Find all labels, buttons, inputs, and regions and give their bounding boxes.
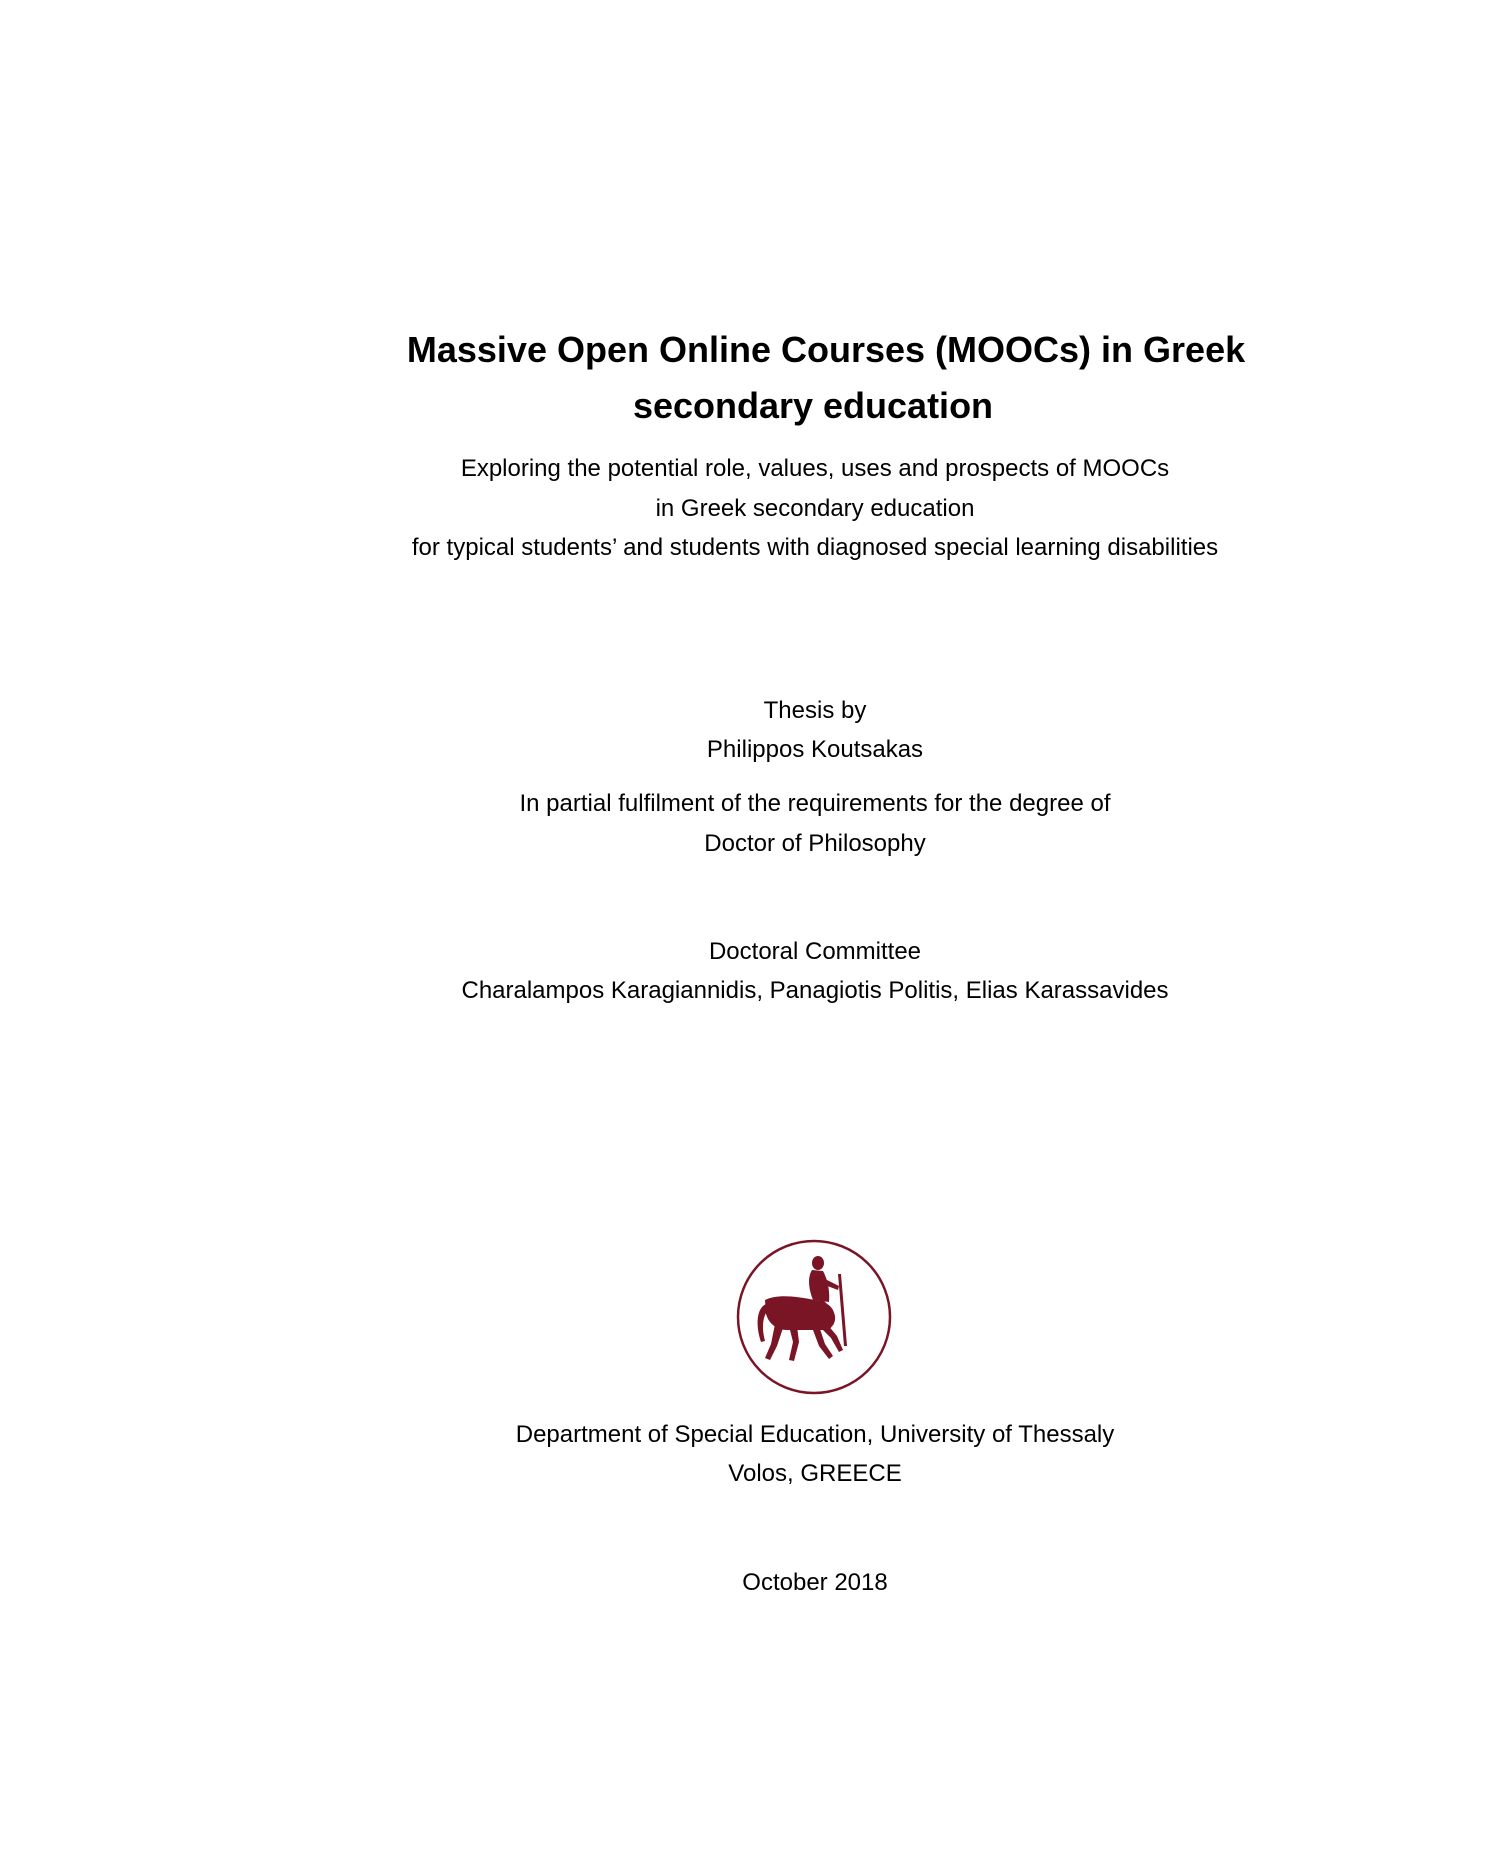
thesis-date: October 2018: [742, 1569, 888, 1596]
subtitle-line-2: in Greek secondary education: [655, 495, 975, 522]
institution-location: Volos, GREECE: [728, 1460, 902, 1487]
thesis-title-line-1: Massive Open Online Courses (MOOCs) in Greek: [406, 329, 1246, 370]
subtitle-line-1: Exploring the potential role, values, uses and prospects of MOOCs: [460, 455, 1170, 482]
thesis-by-label: Thesis by: [763, 697, 867, 724]
committee-label: Doctoral Committee: [708, 938, 922, 965]
author-name: Philippos Koutsakas: [706, 736, 924, 763]
university-centaur-seal-icon: [735, 1238, 893, 1396]
degree-statement: In partial fulfilment of the requirements for the degree of: [519, 790, 1111, 817]
committee-members: Charalampos Karagiannidis, Panagiotis Politis, Elias Karassavides: [461, 977, 1169, 1004]
thesis-title-line-2: secondary education: [632, 385, 994, 426]
institution-department: Department of Special Education, University of Thessaly: [515, 1421, 1115, 1448]
degree-name: Doctor of Philosophy: [704, 830, 926, 857]
subtitle-line-3: for typical students’ and students with diagnosed special learning disabilities: [411, 534, 1219, 561]
